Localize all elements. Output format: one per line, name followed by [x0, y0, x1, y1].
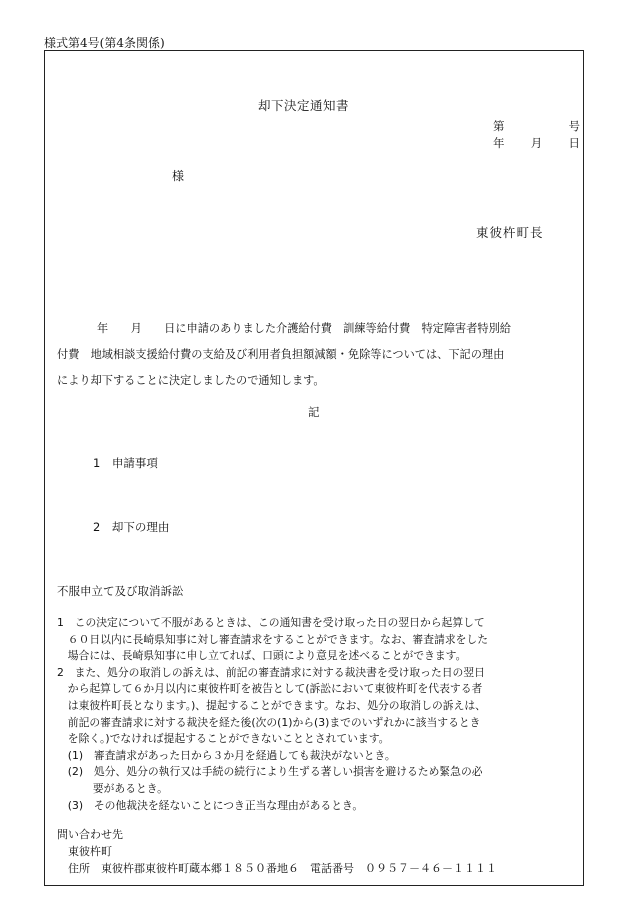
appeal-line: 2 また、処分の取消しの訴えは、前記の審査請求に対する裁決書を受け取った日の翌日 — [57, 665, 485, 679]
appeal-heading: 不服申立て及び取消訴訟 — [57, 584, 184, 598]
ki-heading: 記 — [308, 405, 320, 419]
appeal-line: (1) 審査請求があった日から３か月を経過しても裁決がないとき。 — [57, 748, 396, 762]
number-line — [493, 118, 580, 135]
appeal-line: 場合には、長崎県知事に申し立てれば、口頭により意見を述べることができます。 — [57, 649, 467, 663]
addressee: 様 — [172, 169, 185, 183]
document-number-block — [493, 118, 580, 152]
item-application-matter: 1 申請事項 — [93, 456, 158, 470]
appeal-line: から起算して６か月以内に東彼杵町を被告として(訴訟において東彼杵町を代表する者 — [57, 682, 483, 696]
contact-org: 東彼杵町 — [57, 845, 112, 858]
number-go: 号 — [568, 119, 580, 133]
appeal-line: 要があるとき。 — [57, 781, 168, 795]
appeal-text — [57, 615, 579, 814]
appeal-line: (2) 処分、処分の執行又は手続の続行により生ずる著しい損害を避けるため緊急の必 — [57, 765, 483, 779]
appeal-line: (3) その他裁決を経ないことにつき正当な理由があるとき。 — [57, 798, 364, 812]
issuer: 東彼杵町長 — [476, 225, 544, 240]
form-label: 様式第4号(第4条関係) — [44, 36, 165, 50]
date-line — [493, 135, 580, 152]
notice-body — [57, 316, 579, 394]
number-dai: 第 — [493, 119, 505, 133]
appeal-line: ６０日以内に長崎県知事に対し審査請求をすることができます。なお、審査請求をした — [57, 632, 489, 646]
body-line: 付費 地域相談支援給付費の支給及び利用者負担額減額・免除等については、下記の理由 — [57, 348, 505, 361]
body-line: により却下することに決定しましたので通知します。 — [57, 374, 325, 387]
appeal-line: 前記の審査請求に対する裁決を経た後(次の(1)から(3)までのいずれかに該当するとき — [57, 715, 481, 729]
date-year: 年 — [493, 136, 505, 150]
appeal-line: は東彼杵町長となります。)、提起することができます。なお、処分の取消しの訴えは、 — [57, 698, 486, 712]
contact-block — [57, 826, 497, 877]
contact-address: 住所 東彼杵郡東彼杵町蔵本郷１８５０番地６ 電話番号 ０９５７－４６－１１１１ — [57, 862, 497, 875]
date-month: 月 — [530, 136, 543, 150]
document-title: 却下決定通知書 — [258, 98, 350, 113]
contact-heading: 問い合わせ先 — [57, 828, 123, 841]
date-day: 日 — [568, 136, 580, 150]
appeal-line: 1 この決定について不服があるときは、この通知書を受け取った日の翌日から起算して — [57, 616, 485, 629]
appeal-line: を除く。)でなければ提起することができないこととされています。 — [57, 732, 390, 746]
item-rejection-reason: 2 却下の理由 — [93, 520, 170, 534]
body-line: 年 月 日に申請のありました介護給付費 訓練等給付費 特定障害者特別給 — [97, 322, 511, 335]
